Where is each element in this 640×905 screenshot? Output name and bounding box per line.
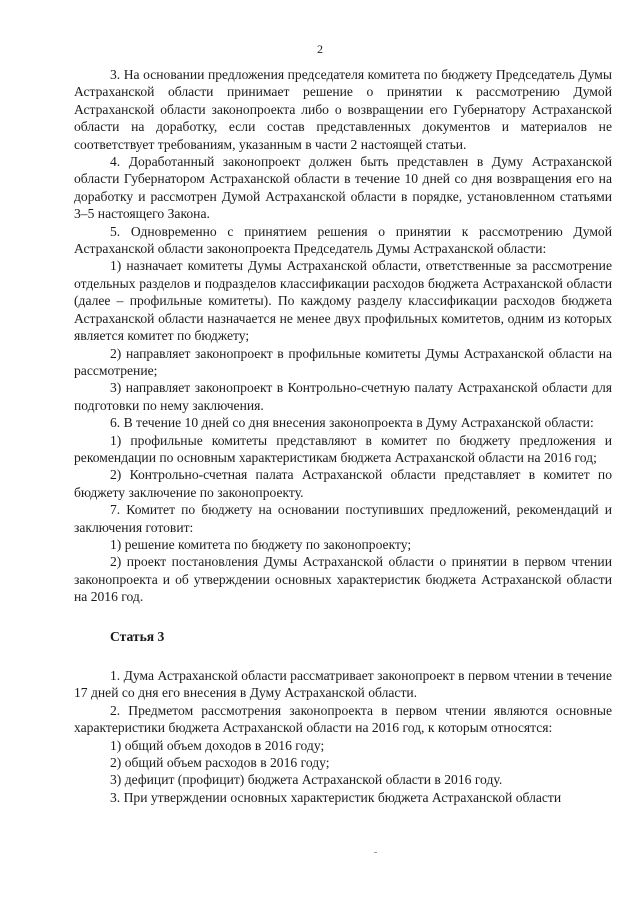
paragraph-7-item-1: 1) решение комитета по бюджету по законопроекту; [110,536,412,552]
scan-speck [374,852,377,853]
paragraph-6-item-1: 1) профильные комитеты представляют в комитет по бюджету предложения и рекомендации по основным характеристикам бюджета Астраханской области на 2016 год; [74,432,612,465]
article3-paragraph-2: 2. Предметом рассмотрения законопроекта в первом чтении являются основные характеристики бюджета Астраханской области на 2016 год, к которым относятся: [74,702,612,736]
paragraph-6-item-2: 2) Контрольно-счетная палата Астраханской области представляет в комитет по бюджету заключение по законопроекту. [74,467,612,500]
document-body [74,66,612,806]
article3-item-3: 3) дефицит (профицит) бюджета Астраханской области в 2016 году. [110,772,503,788]
paragraph-5-item-2: 2) направляет законопроект в профильные комитеты Думы Астраханской области на рассмотрение; [74,345,612,378]
page-number: 2 [317,42,323,56]
paragraph-5-item-3: 3) направляет законопроект в Контрольно-счетную палату Астраханской области для подготовки по нему заключения. [74,380,612,413]
article3-item-2: 2) общий объем расходов в 2016 году; [110,755,330,771]
paragraph-3-1: 3. На основании предложения председателя комитета по бюджету Председатель Думы Астраханской области принимает решение о принятии к рассмотрению Думой Астраханской области законопроекта либо о возвращении его Губернатору Астраханской области на доработку, если состав представленных документов и материалов не соответствует требованиям, указанным в части 2 настоящей статьи. [74,67,612,152]
article3-paragraph-1: 1. Дума Астраханской области рассматривает законопроект в первом чтении в течение 17 дней со дня его внесения в Думу Астраханской области. [74,668,612,701]
article3-paragraph-3: 3. При утверждении основных характеристик бюджета Астраханской области [110,789,562,805]
article3-item-1: 1) общий объем доходов в 2016 году; [110,737,325,753]
paragraph-6: 6. В течение 10 дней со дня внесения законопроекта в Думу Астраханской области: [110,415,594,431]
paragraph-4: 4. Доработанный законопроект должен быть представлен в Думу Астраханской области Губернатором Астраханской области в течение 10 дней со дня возвращения его на доработку и рассмотрен Думой Астраханской области в порядке, установленном статьями 3–5 настоящего Закона. [74,154,612,222]
article-heading: Статья 3 [110,628,165,644]
paragraph-5: 5. Одновременно с принятием решения о принятии к рассмотрению Думой Астраханской области законопроекта Председатель Думы Астраханской области: [74,223,612,257]
paragraph-5-item-1: 1) назначает комитеты Думы Астраханской области, ответственные за рассмотрение отдельных разделов и подразделов классификации расходов бюджета Астраханской области (далее – профильные комитеты). По каждому разделу классификации расходов бюджета Астраханской области назначается не менее двух профильных комитетов, одним из которых является комитет по бюджету; [74,258,612,344]
paragraph-7-item-2: 2) проект постановления Думы Астраханской области о принятии в первом чтении законопроекта и об утверждении основных характеристик бюджета Астраханской области на 2016 год. [74,554,612,605]
paragraph-7: 7. Комитет по бюджету на основании поступивших предложений, рекомендаций и заключения готовит: [74,502,612,535]
